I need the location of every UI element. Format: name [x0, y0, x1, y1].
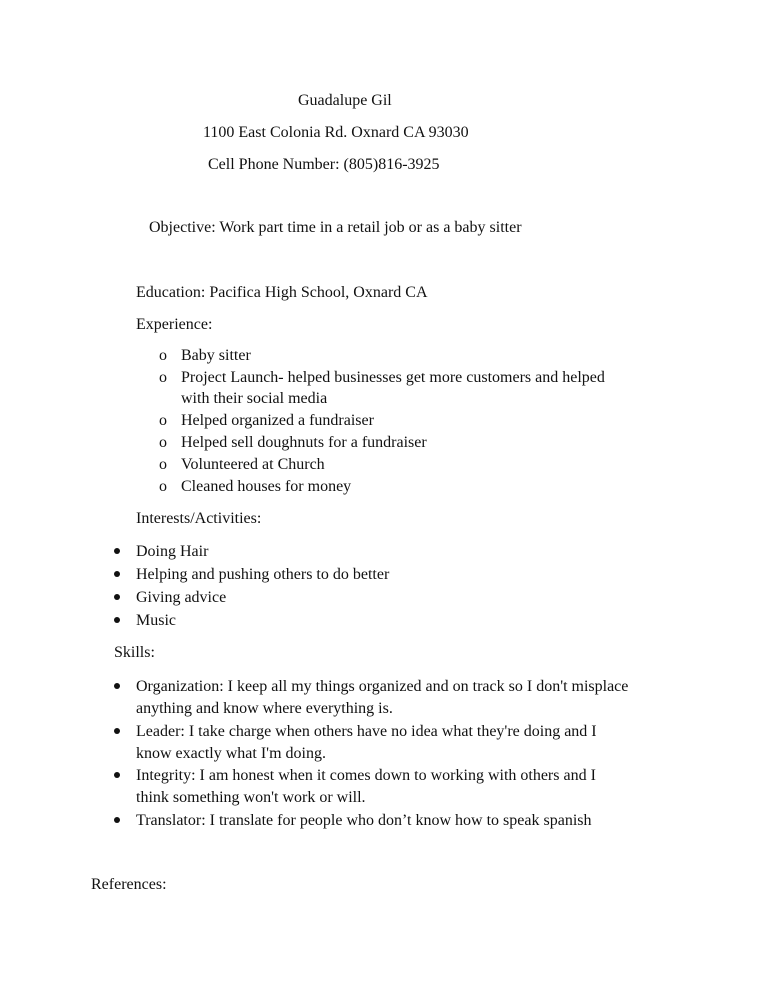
circle-bullet-icon: o [159, 412, 167, 429]
interest-item: Music [136, 612, 176, 629]
bullet-icon [114, 817, 120, 823]
objective-line: Objective: Work part time in a retail job or as a baby sitter [149, 219, 522, 236]
education-line: Education: Pacifica High School, Oxnard CA [136, 284, 428, 301]
experience-item: Baby sitter [181, 347, 251, 364]
skill-item: Integrity: I am honest when it comes down to working with others and I [136, 767, 596, 784]
circle-bullet-icon: o [159, 478, 167, 495]
bullet-icon [114, 594, 120, 600]
applicant-name: Guadalupe Gil [298, 92, 392, 109]
bullet-icon [114, 548, 120, 554]
experience-item: Cleaned houses for money [181, 478, 352, 495]
experience-item: Project Launch- helped businesses get more customers and helped [181, 369, 605, 386]
experience-item: Helped sell doughnuts for a fundraiser [181, 434, 427, 451]
interest-item: Doing Hair [136, 543, 209, 560]
bullet-icon [114, 571, 120, 577]
skill-item: Leader: I take charge when others have no idea what they're doing and I [136, 723, 597, 740]
interests-heading: Interests/Activities: [136, 510, 262, 527]
experience-item: Helped organized a fundraiser [181, 412, 374, 429]
circle-bullet-icon: o [159, 456, 167, 473]
bullet-icon [114, 728, 120, 734]
experience-item-continuation: with their social media [181, 390, 328, 407]
circle-bullet-icon: o [159, 369, 167, 386]
skill-item: Translator: I translate for people who don’t know how to speak spanish [136, 812, 592, 829]
applicant-address: 1100 East Colonia Rd. Oxnard CA 93030 [203, 124, 469, 141]
experience-heading: Experience: [136, 316, 213, 333]
bullet-icon [114, 772, 120, 778]
interest-item: Giving advice [136, 589, 227, 606]
bullet-icon [114, 683, 120, 689]
bullet-icon [114, 617, 120, 623]
circle-bullet-icon: o [159, 347, 167, 364]
skill-item-continuation: think something won't work or will. [136, 789, 366, 806]
skills-heading: Skills: [114, 644, 155, 661]
circle-bullet-icon: o [159, 434, 167, 451]
experience-item: Volunteered at Church [181, 456, 325, 473]
skill-item-continuation: know exactly what I'm doing. [136, 745, 326, 762]
interest-item: Helping and pushing others to do better [136, 566, 390, 583]
references-heading: References: [91, 876, 167, 893]
skill-item-continuation: anything and know where everything is. [136, 700, 393, 717]
skill-item: Organization: I keep all my things organized and on track so I don't misplace [136, 678, 629, 695]
applicant-phone: Cell Phone Number: (805)816-3925 [208, 156, 440, 173]
